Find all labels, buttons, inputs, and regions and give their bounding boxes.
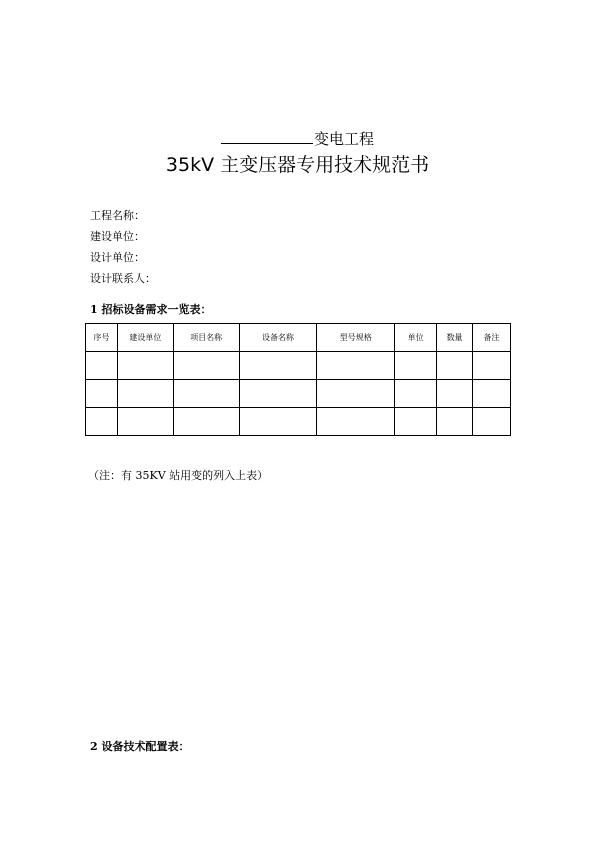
col-header-project-name: 项目名称	[173, 324, 239, 352]
project-name-label: 工程名称：	[90, 209, 145, 222]
table-cell[interactable]	[395, 352, 437, 380]
project-title-suffix: 变电工程	[313, 130, 374, 148]
project-title-line	[0, 128, 595, 149]
document-title: 35kV 主变压器专用技术规范书	[165, 154, 430, 176]
table-cell[interactable]	[317, 380, 395, 408]
table-note: （注：有 35KV 站用变的列入上表）	[88, 469, 269, 482]
col-header-equipment-name: 设备名称	[239, 324, 317, 352]
col-header-index: 序号	[86, 324, 118, 352]
design-contact-label: 设计联系人：	[90, 272, 156, 285]
table-cell[interactable]	[317, 352, 395, 380]
table-row	[86, 380, 511, 408]
table-cell[interactable]	[117, 408, 173, 436]
table-cell[interactable]	[395, 380, 437, 408]
table-cell[interactable]	[437, 408, 473, 436]
section-1-title: 1 招标设备需求一览表：	[90, 303, 212, 316]
col-header-construction-unit: 建设单位	[117, 324, 173, 352]
col-header-remarks: 备注	[473, 324, 511, 352]
table-cell[interactable]	[173, 408, 239, 436]
table-cell[interactable]	[473, 352, 511, 380]
col-header-quantity: 数量	[437, 324, 473, 352]
table-cell[interactable]	[239, 352, 317, 380]
table-cell[interactable]	[173, 380, 239, 408]
table-cell[interactable]	[437, 380, 473, 408]
table-cell[interactable]	[239, 408, 317, 436]
table-header-row	[86, 324, 511, 352]
table-cell[interactable]	[117, 352, 173, 380]
col-header-model-spec: 型号规格	[317, 324, 395, 352]
construction-unit-label: 建设单位：	[90, 230, 145, 243]
table-cell[interactable]	[473, 380, 511, 408]
table-row	[86, 352, 511, 380]
table-cell[interactable]	[86, 408, 118, 436]
table-cell[interactable]	[317, 408, 395, 436]
section-2-title: 2 设备技术配置表：	[90, 740, 190, 753]
col-header-unit: 单位	[395, 324, 437, 352]
table-cell[interactable]	[473, 408, 511, 436]
table-cell[interactable]	[437, 352, 473, 380]
table-cell[interactable]	[395, 408, 437, 436]
design-unit-label: 设计单位：	[90, 251, 145, 264]
table-cell[interactable]	[117, 380, 173, 408]
table-cell[interactable]	[86, 352, 118, 380]
project-name-blank	[221, 129, 313, 144]
table-cell[interactable]	[239, 380, 317, 408]
table-cell[interactable]	[173, 352, 239, 380]
equipment-demand-table	[85, 323, 511, 436]
table-row	[86, 408, 511, 436]
table-cell[interactable]	[86, 380, 118, 408]
